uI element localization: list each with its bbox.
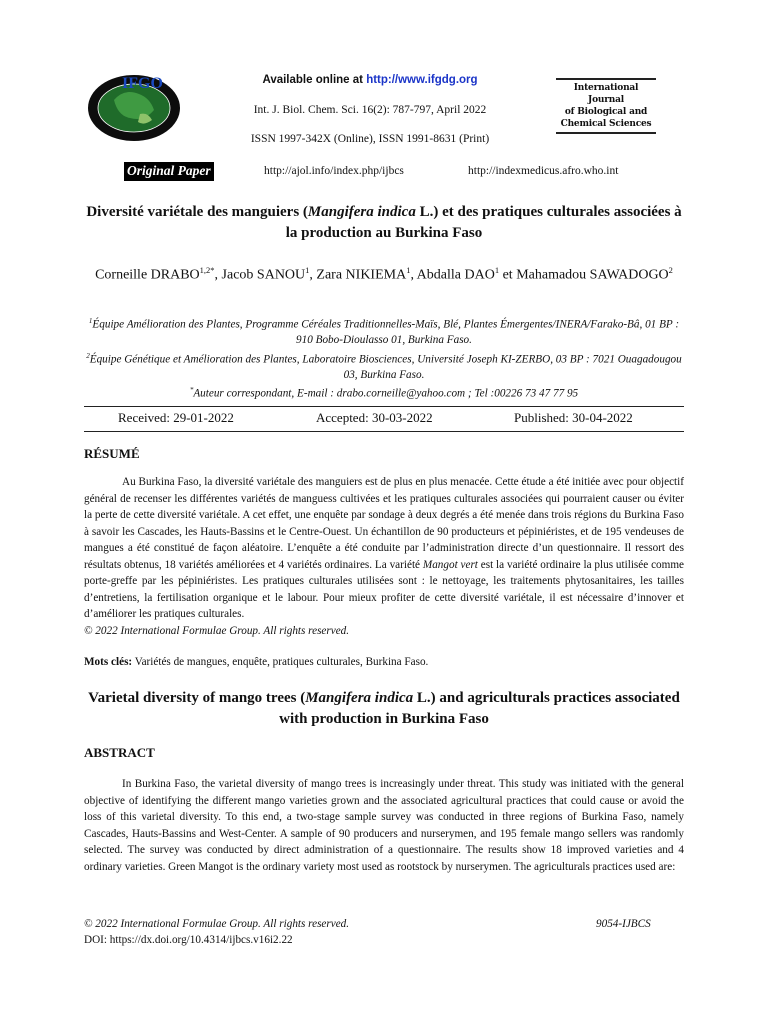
author-drabo: Corneille DRABO: [95, 267, 200, 283]
author-sup: 1: [305, 265, 310, 275]
title-english: [84, 688, 684, 730]
resume-copyright: © 2022 International Formulae Group. All rights reserved.: [84, 624, 350, 637]
globe-logo-icon: [84, 66, 184, 146]
author-list: [84, 260, 684, 286]
title-fr-species: Mangifera indica: [307, 204, 416, 220]
abstract-body: [84, 776, 684, 875]
title-en-species: Mangifera indica: [305, 690, 414, 706]
author-nikiema: , Zara NIKIEMA: [309, 267, 407, 283]
title-fr-part2: L.) et des pratiques culturales associées à la production au Burkina Faso: [285, 204, 682, 241]
issn-line: ISSN 1997-342X (Online), ISSN 1991-8631 (Print): [250, 133, 490, 145]
author-sup: 2: [668, 265, 673, 275]
original-paper-badge: Original Paper: [124, 162, 214, 181]
title-en-part2: L.) and agriculturals practices associated with production in Burkina Faso: [279, 690, 680, 727]
resume-text-b: est la variété ordinaire la plus utilisée comme porte-greffe par les pépiniéristes. Les pratiques culturales utilisées sont : le nettoyage, les traitements phytosanitaires, les tailles d’entretiens, la fertilisation organique et le labour. Pour mieux profiter de cette diversité variétale, il est nécessaire d’innover et d’améliorer les pratiques culturales.: [84, 558, 684, 620]
journal-name-box: [556, 78, 656, 129]
received-date: Received: 29-01-2022: [118, 410, 234, 425]
title-french: [84, 202, 684, 244]
availability-line: [220, 74, 520, 86]
affiliation-sup: 1: [88, 317, 93, 325]
abstract-text: In Burkina Faso, the varietal diversity of mango trees is increasingly under threat. This study was initiated with the general objective of identifying the different mango varieties grown and the associated agricultural practices that could cause or avoid the loss of this varietal diversity. To this end, a two-stage sample survey was conducted in three regions of Burkina Faso, namely Cascades, Hauts-Bassins and West-Center. A sample of 90 producers and nurserymen, and 195 female mango sellers was randomly selected. The survey was conducted by direct administration of a questionnaire. The results show 18 improved varieties and 4 ordinary varieties. Green Mangot is the ordinary variety most used as rootstock by nurserymen. The agriculturals practices used are:: [84, 778, 684, 873]
corresponding-author: [84, 383, 684, 402]
resume-text-a: Au Burkina Faso, la diversité variétale des manguiers est de plus en plus menacée. Cette étude a été initiée avec pour objectif général de recenser les différentes variétés de manguess cultivées et les pratiques culturales associées qui pourraient causer ou éviter la perte de cette diversité variétale. A cet effet, une enquête par sondage à deux degrés a été menée dans trois régions du Burkina Faso à savoir les Cascades, les Hauts-Bassins et le Centre-Ouest. Un échantillon de 90 producteurs et pépiniéristes, et de 195 vendeuses de mangues a été constitué de façon aléatoire. L’enquête a été conduite par l’administration directe d’un questionnaire. Il ressort des résultats obtenus, 18 variétés améliorées et 4 variétés ordinaires. La variété: [84, 476, 684, 571]
journal-name-line2: of Biological and: [564, 107, 648, 117]
affiliation-1: [84, 314, 684, 349]
corresponding-author-text: Auteur correspondant, E-mail : drabo.corneille@yahoo.com ; Tel :00226 73 47 77 95: [193, 388, 579, 401]
journal-logo: [84, 66, 184, 146]
author-sawadogo: et Mahamadou SAWADOGO: [499, 267, 669, 283]
keywords-text: Variétés de mangues, enquête, pratiques culturales, Burkina Faso.: [132, 656, 429, 668]
affiliation-1-text: Équipe Amélioration des Plantes, Programme Céréales Traditionnelles-Maïs, Blé, Plantes Émergentes/INERA/Farako-Bâ, 01 BP : 910 Bobo-Dioulasso 01, Burkina Faso.: [92, 318, 680, 347]
author-sanou: , Jacob SANOU: [214, 267, 306, 283]
available-label: Available online at: [262, 74, 367, 86]
published-date: Published: 30-04-2022: [514, 410, 633, 425]
affiliation-sup: 2: [86, 351, 90, 360]
resume-text-italic: Mangot vert: [422, 558, 478, 571]
author-sup: 1: [406, 265, 411, 275]
affiliations: [84, 314, 684, 403]
author-dao: , Abdalla DAO: [410, 267, 495, 283]
author-sup: 1,2*: [199, 265, 215, 275]
resume-body: [84, 474, 684, 639]
dates-bar: [84, 406, 684, 432]
title-fr-part1: Diversité variétale des manguiers (: [86, 204, 308, 220]
affiliation-2: [84, 349, 684, 384]
author-sup: 1: [494, 265, 500, 275]
abstract-heading: ABSTRACT: [84, 745, 155, 760]
logo-text: IFGO: [122, 75, 163, 92]
resume-heading: RÉSUMÉ: [84, 446, 140, 461]
journal-url-link[interactable]: http://www.ifgdg.org: [366, 74, 478, 86]
accepted-date: Accepted: 30-03-2022: [316, 410, 433, 425]
journal-name-line1: International Journal: [573, 83, 639, 105]
citation-line: Int. J. Biol. Chem. Sci. 16(2): 787-797, April 2022: [253, 104, 487, 116]
keywords-line: [84, 656, 684, 668]
footer-copyright: © 2022 International Formulae Group. All rights reserved.: [84, 918, 350, 930]
indexmedicus-url-link[interactable]: http://indexmedicus.afro.who.int: [468, 165, 619, 177]
keywords-label: Mots clés:: [84, 656, 133, 668]
affiliation-2-text: Équipe Génétique et Amélioration des Plantes, Laboratoire Biosciences, Université Joseph KI-ZERBO, 03 BP : 7021 Ouagadougou 03, Burkina Faso.: [89, 353, 682, 381]
footer-doi-link[interactable]: DOI: https://dx.doi.org/10.4314/ijbcs.v16i2.22: [84, 934, 293, 946]
affiliation-sup: *: [189, 386, 194, 395]
journal-name-line3: Chemical Sciences: [560, 119, 652, 129]
footer-article-code: 9054-IJBCS: [596, 918, 651, 930]
title-en-part1: Varietal diversity of mango trees (: [88, 690, 306, 706]
ajol-url-link[interactable]: http://ajol.info/index.php/ijbcs: [264, 165, 404, 177]
